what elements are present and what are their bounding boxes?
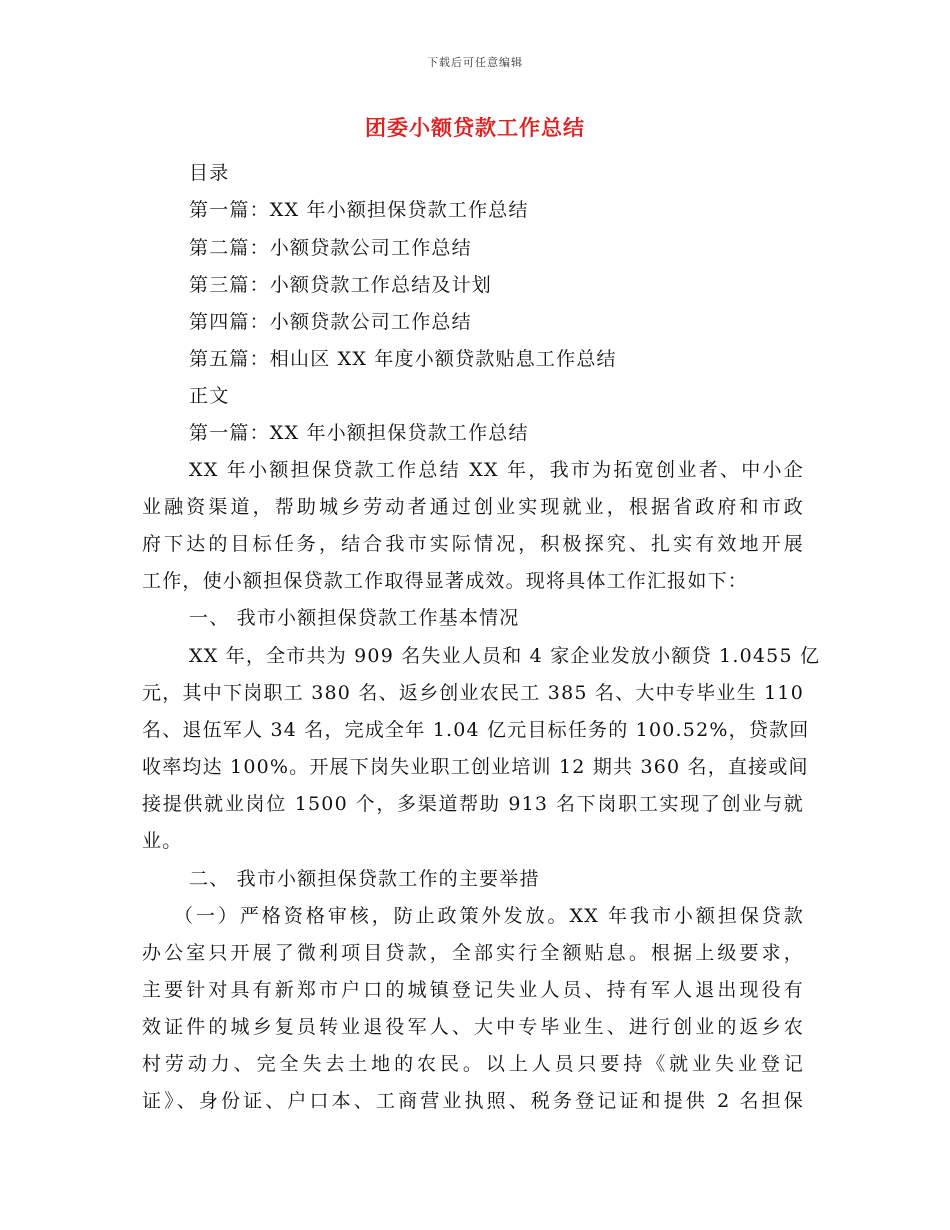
paragraph-line: 业融资渠道，帮助城乡劳动者通过创业实现就业，根据省政府和市政 (142, 496, 804, 518)
chapter-title: 第一篇：XX 年小额担保贷款工作总结 (189, 422, 529, 444)
paragraph-line: 收率均达 100%。开展下岗失业职工创业培训 12 期共 360 名，直接或间 (142, 756, 809, 778)
toc-item: 第五篇：相山区 XX 年度小额贷款贴息工作总结 (189, 348, 617, 370)
paragraph-line: XX 年，全市共为 909 名失业人员和 4 家企业发放小额贷 1.0455 亿 (189, 645, 821, 667)
document-title: 团委小额贷款工作总结 (365, 116, 585, 140)
header-note: 下载后可任意编辑 (427, 56, 523, 69)
toc-item: 第三篇：小额贷款工作总结及计划 (189, 274, 493, 296)
paragraph-line: 村劳动力、完全失去土地的农民。以上人员只要持《就业失业登记 (142, 1053, 804, 1075)
paragraph-line: 接提供就业岗位 1500 个，多渠道帮助 913 名下岗职工实现了创业与就 (142, 793, 804, 815)
section-heading: 一、 我市小额担保贷款工作基本情况 (189, 607, 520, 629)
paragraph-line: 府下达的目标任务，结合我市实际情况，积极探究、扎实有效地开展 (142, 533, 804, 555)
paragraph-line: XX 年小额担保贷款工作总结 XX 年，我市为拓宽创业者、中小企 (189, 459, 804, 481)
paragraph-line: 主要针对具有新郑市户口的城镇登记失业人员、持有军人退出现役有 (142, 979, 804, 1001)
paragraph-line: 名、退伍军人 34 名，完成全年 1.04 亿元目标任务的 100.52%，贷款回 (142, 719, 810, 741)
paragraph-line: 证》、身份证、户口本、工商营业执照、税务登记证和提供 2 名担保 (142, 1090, 804, 1112)
section-heading: 二、 我市小额担保贷款工作的主要举措 (189, 868, 540, 890)
paragraph-line: 办公室只开展了微利项目贷款，全部实行全额贴息。根据上级要求， (142, 942, 804, 964)
paragraph-line: 业。 (142, 830, 183, 852)
toc-item: 第一篇：XX 年小额担保贷款工作总结 (189, 199, 529, 221)
paragraph-line: 工作，使小额担保贷款工作取得显著成效。现将具体工作汇报如下： (142, 570, 749, 592)
toc-item: 第二篇：小额贷款公司工作总结 (189, 237, 472, 259)
paragraph-line: （一）严格资格审核，防止政策外发放。XX 年我市小额担保贷款 (174, 905, 804, 927)
paragraph-line: 效证件的城乡复员转业退役军人、大中专毕业生、进行创业的返乡农 (142, 1016, 804, 1038)
toc-item: 第四篇：小额贷款公司工作总结 (189, 311, 472, 333)
paragraph-line: 元，其中下岗职工 380 名、返乡创业农民工 385 名、大中专毕业生 110 (142, 682, 804, 704)
body-heading: 正文 (189, 385, 230, 407)
toc-heading: 目录 (189, 162, 230, 184)
